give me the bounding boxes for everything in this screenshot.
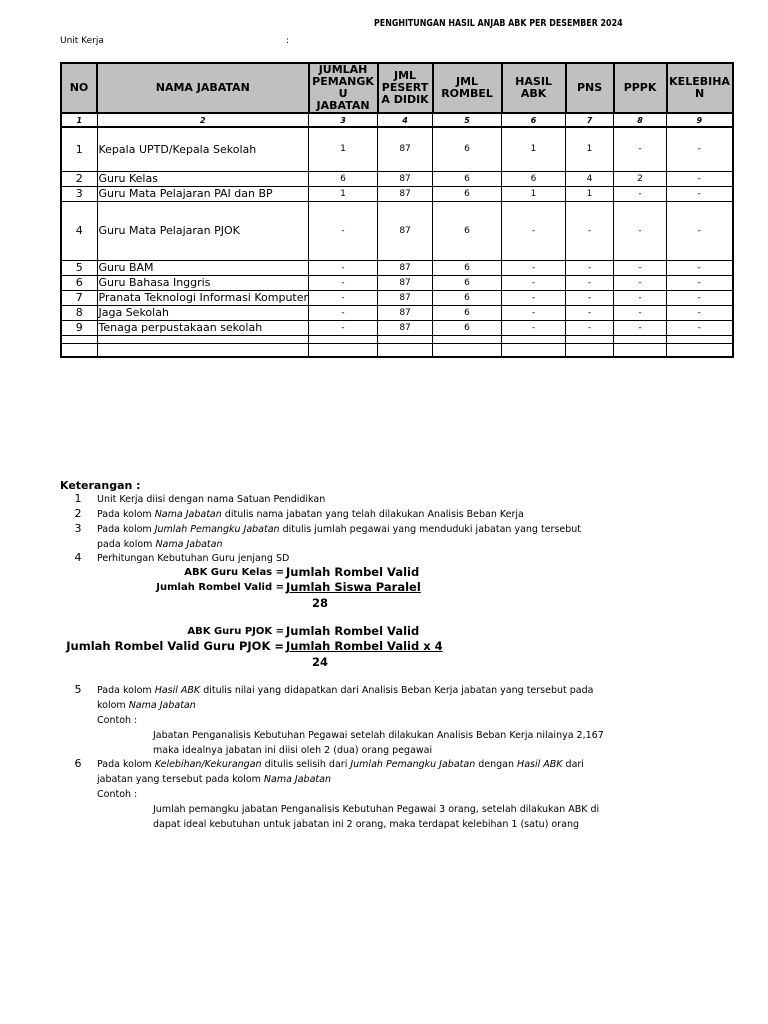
cell-pppk: -	[614, 305, 667, 320]
empty-cell	[309, 343, 378, 357]
cell-pns: -	[566, 201, 614, 260]
formula-rombel-pjok-label: Jumlah Rombel Valid Guru PJOK =	[66, 639, 284, 653]
cell-pns: 1	[566, 127, 614, 171]
column-number: 6	[502, 113, 566, 127]
header-line: U	[338, 87, 348, 100]
header-line: JABATAN	[316, 99, 370, 112]
cell-abk: -	[502, 201, 566, 260]
cell-pns: -	[566, 320, 614, 335]
cell-kelebihan: -	[667, 186, 733, 201]
column-number: 4	[378, 113, 433, 127]
table-header-row	[61, 63, 733, 113]
cell-pppk: -	[614, 275, 667, 290]
cell-no: 1	[61, 127, 97, 171]
cell-pppk: -	[614, 260, 667, 275]
cell-peserta: 87	[378, 171, 433, 186]
header-line: NAMA JABATAN	[155, 81, 250, 94]
empty-cell	[433, 335, 502, 343]
cell-pns: -	[566, 260, 614, 275]
cell-no: 5	[61, 260, 97, 275]
note-text: Pada kolom Kelebihan/Kekurangan ditulis selisih dari Jumlah Pemangku Jabatan dengan Hasil ABK dari	[97, 759, 584, 770]
note-text: Perhitungan Kebutuhan Guru jenjang SD	[97, 553, 290, 564]
cell-rombel: 6	[433, 186, 502, 201]
table-row	[61, 171, 733, 186]
cell-nama: Guru Mata Pelajaran PJOK	[97, 201, 309, 260]
table-row	[61, 305, 733, 320]
table-row	[61, 275, 733, 290]
header-jumlah-pemangku	[309, 63, 378, 113]
empty-cell	[433, 343, 502, 357]
cell-pppk: -	[614, 320, 667, 335]
header-line: PESERT	[381, 81, 429, 94]
note-contoh: Contoh :	[97, 715, 138, 726]
cell-kelebihan: -	[667, 260, 733, 275]
note-text: Pada kolom Hasil ABK ditulis nilai yang didapatkan dari Analisis Beban Kerja jabatan yang tersebut pada	[97, 685, 594, 696]
cell-nama: Guru Mata Pelajaran PAI dan BP	[97, 186, 309, 201]
header-pppk	[614, 63, 667, 113]
cell-pemangku: -	[309, 201, 378, 260]
header-nama-jabatan	[97, 63, 309, 113]
note-example: dapat ideal kebutuhan untuk jabatan ini 2 orang, maka terdapat kelebihan 1 (satu) orang	[153, 819, 580, 830]
empty-cell	[614, 335, 667, 343]
table-row	[61, 320, 733, 335]
cell-pemangku: 1	[309, 127, 378, 171]
cell-abk: -	[502, 260, 566, 275]
cell-rombel: 6	[433, 260, 502, 275]
cell-pemangku: -	[309, 260, 378, 275]
header-line: PPPK	[623, 81, 657, 94]
header-pns	[566, 63, 614, 113]
empty-row	[61, 335, 733, 343]
cell-kelebihan: -	[667, 275, 733, 290]
cell-peserta: 87	[378, 127, 433, 171]
note-contoh: Contoh :	[97, 789, 138, 800]
table-row	[61, 290, 733, 305]
table-row	[61, 201, 733, 260]
cell-peserta: 87	[378, 186, 433, 201]
cell-pemangku: -	[309, 290, 378, 305]
empty-cell	[61, 335, 97, 343]
empty-cell	[502, 335, 566, 343]
empty-cell	[667, 335, 733, 343]
header-kelebihan	[667, 63, 733, 113]
cell-kelebihan: -	[667, 320, 733, 335]
header-line: PNS	[576, 81, 603, 94]
header-no	[61, 63, 97, 113]
cell-rombel: 6	[433, 127, 502, 171]
header-line: JUMLAH	[318, 63, 368, 76]
table-row	[61, 186, 733, 201]
cell-no: 8	[61, 305, 97, 320]
note-number: 2	[74, 507, 82, 520]
cell-rombel: 6	[433, 275, 502, 290]
cell-nama: Guru Kelas	[97, 171, 309, 186]
empty-cell	[309, 335, 378, 343]
cell-pns: -	[566, 275, 614, 290]
empty-cell	[566, 343, 614, 357]
header-line: HASIL	[515, 75, 552, 88]
cell-pemangku: -	[309, 305, 378, 320]
header-jml-rombel	[433, 63, 502, 113]
note-example: Jabatan Penganalisis Kebutuhan Pegawai setelah dilakukan Analisis Beban Kerja nilainya 2,167	[153, 730, 604, 741]
cell-pns: -	[566, 290, 614, 305]
column-number: 3	[309, 113, 378, 127]
column-number: 5	[433, 113, 502, 127]
formula-rombel-valid-numerator: Jumlah Siswa Paralel	[286, 580, 421, 594]
note-text: Pada kolom Jumlah Pemangku Jabatan ditulis jumlah pegawai yang menduduki jabatan yang tersebut	[97, 524, 582, 535]
empty-cell	[614, 343, 667, 357]
cell-kelebihan: -	[667, 290, 733, 305]
note-text: Pada kolom Nama Jabatan ditulis nama jabatan yang telah dilakukan Analisis Beban Kerja	[97, 509, 524, 520]
cell-no: 7	[61, 290, 97, 305]
cell-abk: 1	[502, 127, 566, 171]
header-line: JML	[456, 75, 479, 88]
cell-pns: -	[566, 305, 614, 320]
cell-pppk: -	[614, 127, 667, 171]
cell-peserta: 87	[378, 275, 433, 290]
table-row	[61, 260, 733, 275]
column-number: 2	[97, 113, 309, 127]
empty-cell	[378, 335, 433, 343]
cell-no: 3	[61, 186, 97, 201]
cell-rombel: 6	[433, 171, 502, 186]
note-example: maka idealnya jabatan ini diisi oleh 2 (dua) orang pegawai	[153, 745, 433, 756]
header-line: PEMANGK	[312, 75, 374, 88]
header-line: ABK	[520, 87, 547, 100]
cell-pppk: -	[614, 290, 667, 305]
header-jml-peserta-didik	[378, 63, 433, 113]
cell-pppk: -	[614, 201, 667, 260]
cell-abk: -	[502, 290, 566, 305]
formula-rombel-valid-denominator: 28	[312, 596, 329, 610]
empty-row	[61, 343, 733, 357]
column-number-row	[61, 113, 733, 127]
cell-kelebihan: -	[667, 201, 733, 260]
cell-peserta: 87	[378, 201, 433, 260]
formula-rombel-valid-label: Jumlah Rombel Valid =	[156, 582, 284, 593]
cell-rombel: 6	[433, 290, 502, 305]
empty-cell	[667, 343, 733, 357]
formula-rombel-pjok-denominator: 24	[312, 655, 329, 669]
header-line: JML	[394, 69, 417, 82]
cell-peserta: 87	[378, 260, 433, 275]
cell-peserta: 87	[378, 290, 433, 305]
empty-cell	[502, 343, 566, 357]
cell-nama: Tenaga perpustakaan sekolah	[97, 320, 309, 335]
cell-pns: 1	[566, 186, 614, 201]
cell-no: 4	[61, 201, 97, 260]
empty-cell	[97, 335, 309, 343]
cell-peserta: 87	[378, 320, 433, 335]
unit-kerja-colon: :	[286, 36, 290, 46]
cell-rombel: 6	[433, 305, 502, 320]
cell-kelebihan: -	[667, 127, 733, 171]
header-line: NO	[69, 81, 89, 94]
formula-rombel-pjok-numerator: Jumlah Rombel Valid x 4	[286, 639, 443, 653]
column-number: 9	[667, 113, 733, 127]
note-text: pada kolom Nama Jabatan	[97, 539, 223, 550]
cell-no: 9	[61, 320, 97, 335]
formula-abk-guru-pjok-label: ABK Guru PJOK =	[187, 626, 284, 637]
cell-pemangku: 1	[309, 186, 378, 201]
unit-kerja-label: Unit Kerja	[60, 36, 104, 46]
cell-nama: Guru BAM	[97, 260, 309, 275]
note-number: 5	[74, 683, 82, 696]
cell-nama: Guru Bahasa Inggris	[97, 275, 309, 290]
header-line: N	[694, 87, 705, 100]
cell-abk: 1	[502, 186, 566, 201]
cell-nama: Kepala UPTD/Kepala Sekolah	[97, 127, 309, 171]
note-text: kolom Nama Jabatan	[97, 700, 196, 711]
cell-pns: 4	[566, 171, 614, 186]
note-example: Jumlah pemangku jabatan Penganalisis Kebutuhan Pegawai 3 orang, setelah dilakukan ABK di	[153, 804, 600, 815]
cell-pemangku: 6	[309, 171, 378, 186]
note-number: 4	[74, 551, 82, 564]
header-line: A DIDIK	[381, 93, 429, 106]
column-number: 1	[61, 113, 97, 127]
cell-no: 2	[61, 171, 97, 186]
empty-cell	[566, 335, 614, 343]
formula-abk-guru-pjok-value: Jumlah Rombel Valid	[286, 624, 420, 638]
header-line: KELEBIHA	[669, 75, 730, 88]
empty-cell	[61, 343, 97, 357]
jabatan-table	[60, 62, 734, 358]
cell-pppk: 2	[614, 171, 667, 186]
cell-rombel: 6	[433, 201, 502, 260]
cell-rombel: 6	[433, 320, 502, 335]
table-row	[61, 127, 733, 171]
page-title: PENGHITUNGAN HASIL ANJAB ABK PER DESEMBER 2024	[374, 18, 623, 29]
note-number: 3	[74, 522, 82, 535]
note-number: 1	[74, 492, 82, 505]
header-hasil-abk	[502, 63, 566, 113]
note-text: Unit Kerja diisi dengan nama Satuan Pendidikan	[97, 494, 326, 505]
cell-pppk: -	[614, 186, 667, 201]
cell-abk: -	[502, 305, 566, 320]
formula-abk-guru-kelas-value: Jumlah Rombel Valid	[286, 565, 420, 579]
cell-peserta: 87	[378, 305, 433, 320]
cell-kelebihan: -	[667, 305, 733, 320]
cell-abk: 6	[502, 171, 566, 186]
empty-cell	[378, 343, 433, 357]
note-text: jabatan yang tersebut pada kolom Nama Jabatan	[97, 774, 331, 785]
note-number: 6	[74, 757, 82, 770]
cell-abk: -	[502, 320, 566, 335]
header-line: ROMBEL	[441, 87, 493, 100]
keterangan-title: Keterangan :	[60, 479, 141, 492]
cell-nama: Pranata Teknologi Informasi Komputer	[98, 291, 309, 304]
cell-kelebihan: -	[667, 171, 733, 186]
cell-nama: Jaga Sekolah	[97, 305, 309, 320]
cell-pemangku: -	[309, 275, 378, 290]
cell-abk: -	[502, 275, 566, 290]
formula-abk-guru-kelas-label: ABK Guru Kelas =	[184, 567, 284, 578]
column-number: 8	[614, 113, 667, 127]
column-number: 7	[566, 113, 614, 127]
cell-no: 6	[61, 275, 97, 290]
cell-pemangku: -	[309, 320, 378, 335]
empty-cell	[97, 343, 309, 357]
